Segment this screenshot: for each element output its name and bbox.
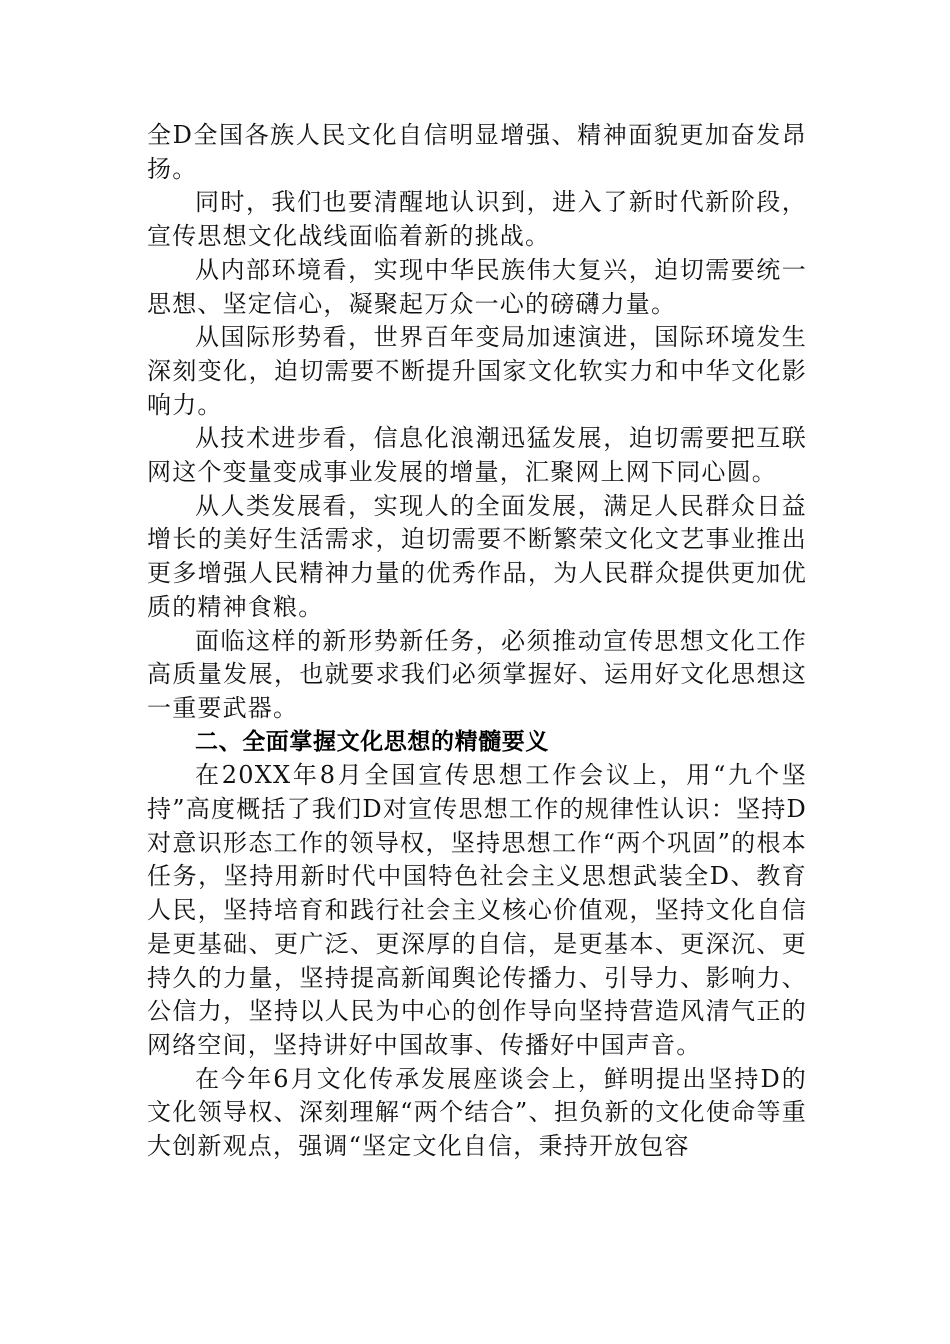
paragraph: 从技术进步看，信息化浪潮迅猛发展，迫切需要把互联网这个变量变成事业发展的增量，汇聚网上网下同心圆。 — [147, 424, 807, 487]
paragraph: 从内部环境看，实现中华民族伟大复兴，迫切需要统一思想、坚定信心，凝聚起万众一心的磅礴力量。 — [147, 255, 807, 318]
paragraph: 从国际形势看，世界百年变局加速演进，国际环境发生深刻变化，迫切需要不断提升国家文化软实力和中华文化影响力。 — [147, 323, 807, 419]
paragraph: 在今年6月文化传承发展座谈会上，鲜明提出坚持D的文化领导权、深刻理解“两个结合”、担负新的文化使命等重大创新观点，强调“坚定文化自信，秉持开放包容 — [147, 1064, 807, 1161]
paragraph: 同时，我们也要清醒地认识到，进入了新时代新阶段，宣传思想文化战线面临着新的挑战。 — [147, 188, 807, 251]
paragraph-continuation: 全D全国各族人民文化自信明显增强、精神面貌更加奋发昂扬。 — [147, 121, 807, 183]
document-body — [147, 119, 807, 1164]
paragraph: 从人类发展看，实现人的全面发展，满足人民群众日益增长的美好生活需求，迫切需要不断繁荣文化文艺事业推出更多增强人民精神力量的优秀作品，为人民群众提供更加优质的精神食粮。 — [147, 491, 807, 621]
paragraph: 在20XX年8月全国宣传思想工作会议上，用“九个坚持”高度概括了我们D对宣传思想工作的规律性认识：坚持D对意识形态工作的领导权，坚持思想工作“两个巩固”的根本任务，坚持用新时代中国特色社会主义思想武装全D、教育人民，坚持培育和践行社会主义核心价值观，坚持文化自信是更基础、更广泛、更深厚的自信，是更基本、更深沉、更持久的力量，坚持提高新闻舆论传播力、引导力、影响力、公信力，坚持以人民为中心的创作导向坚持营造风清气正的网络空间，坚持讲好中国故事、传播好中国声音。 — [147, 761, 807, 1059]
section-heading: 二、全面掌握文化思想的精髓要义 — [195, 728, 549, 755]
paragraph: 面临这样的新形势新任务，必须推动宣传思想文化工作高质量发展，也就要求我们必须掌握好、运用好文化思想这一重要武器。 — [147, 626, 807, 722]
